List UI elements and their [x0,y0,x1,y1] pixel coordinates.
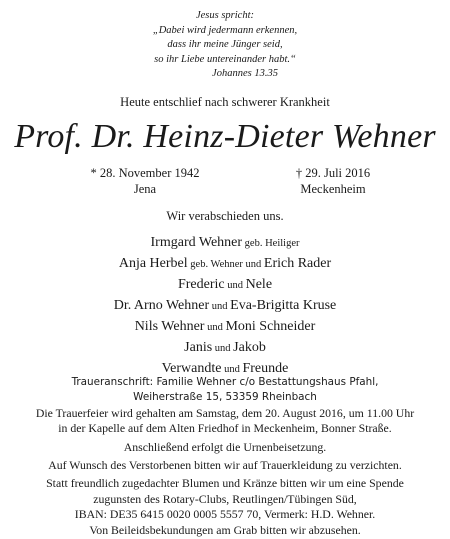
condolence-note: Von Beileidsbekundungen am Grab bitten wir abzusehen. [89,522,361,537]
mourner-name: Moni Schneider [225,319,316,334]
verse-reference: Johannes 13.35 [212,68,278,79]
death-date: † 29. Juli 2016 [295,166,371,180]
mourner-name: Freunde [242,361,289,376]
death-place: Meckenheim [300,182,366,196]
mourner-line [0,338,450,359]
verse-line: so ihr Liebe untereinander habt.“ [154,53,296,65]
intro-text: Heute entschlief nach schwerer Krankheit [120,95,330,109]
verse-line: „Dabei wird jedermann erkennen, [152,24,298,36]
birth-place: Jena [133,182,157,196]
donation-line: Statt freundlich zugedachter Blumen und Kränze bitten wir um eine Spende [46,476,404,491]
deceased-name: Prof. Dr. Heinz-Dieter Wehner [14,118,436,155]
birth-date: * 28. November 1942 [90,166,200,180]
mourner-name: Verwandte [161,361,222,376]
birth-info [70,165,220,197]
mourner-line [0,254,450,275]
bible-verse [0,9,450,82]
mourner-note: und [209,301,231,312]
dress-note: Auf Wunsch des Verstorbenen bitten wir auf Trauerkleidung zu verzichten. [48,458,402,473]
mourner-name: Frederic [177,277,225,292]
mourner-name: Eva-Brigitta Kruse [230,298,337,313]
ceremony-line: in der Kapelle auf dem Alten Friedhof in Meckenheim, Bonner Straße. [58,421,392,436]
mourner-note: und [212,343,234,354]
donation-iban: IBAN: DE35 6415 0020 0005 5557 70, Vermerk: H.D. Wehner. [74,507,376,522]
verse-line: dass ihr meine Jünger seid, [167,39,283,50]
mourner-line [0,296,450,317]
mourner-name: Nele [245,277,273,292]
mourner-line [0,275,450,296]
mourner-note: geb. Wehner und [187,259,264,270]
verse-heading: Jesus spricht: [195,10,255,21]
donation-line: zugunsten des Rotary-Clubs, Reutlingen/Tübingen Süd, [93,491,357,506]
mourner-line [0,317,450,338]
address-line: Weiherstraße 15, 53359 Rheinbach [133,391,317,404]
mourner-name: Janis [184,340,213,355]
mourner-note: und [224,280,246,291]
farewell-text: Wir verabschieden uns. [166,209,284,223]
mourner-note: geb. Heiliger [242,238,300,249]
mourner-name: Anja Herbel [118,256,188,271]
mourner-name: Irmgard Wehner [150,235,243,250]
ceremony-line: Die Trauerfeier wird gehalten am Samstag, dem 20. August 2016, um 11.00 Uhr [35,405,415,420]
mourner-name: Jakob [233,340,266,355]
mourner-line [0,233,450,254]
mourner-name: Erich Rader [263,256,332,271]
mourner-name: Nils Wehner [134,319,205,334]
address-line: Traueranschrift: Familie Wehner c/o Bestattungshaus Pfahl, [71,376,379,388]
mourners-list [0,233,450,380]
mourner-name: Dr. Arno Wehner [113,298,210,313]
burial-note: Anschließend erfolgt die Urnenbeisetzung. [123,439,327,454]
death-info [268,165,398,197]
mourner-note: und [221,364,243,375]
mourner-note: und [204,322,226,333]
service-details [0,375,450,538]
